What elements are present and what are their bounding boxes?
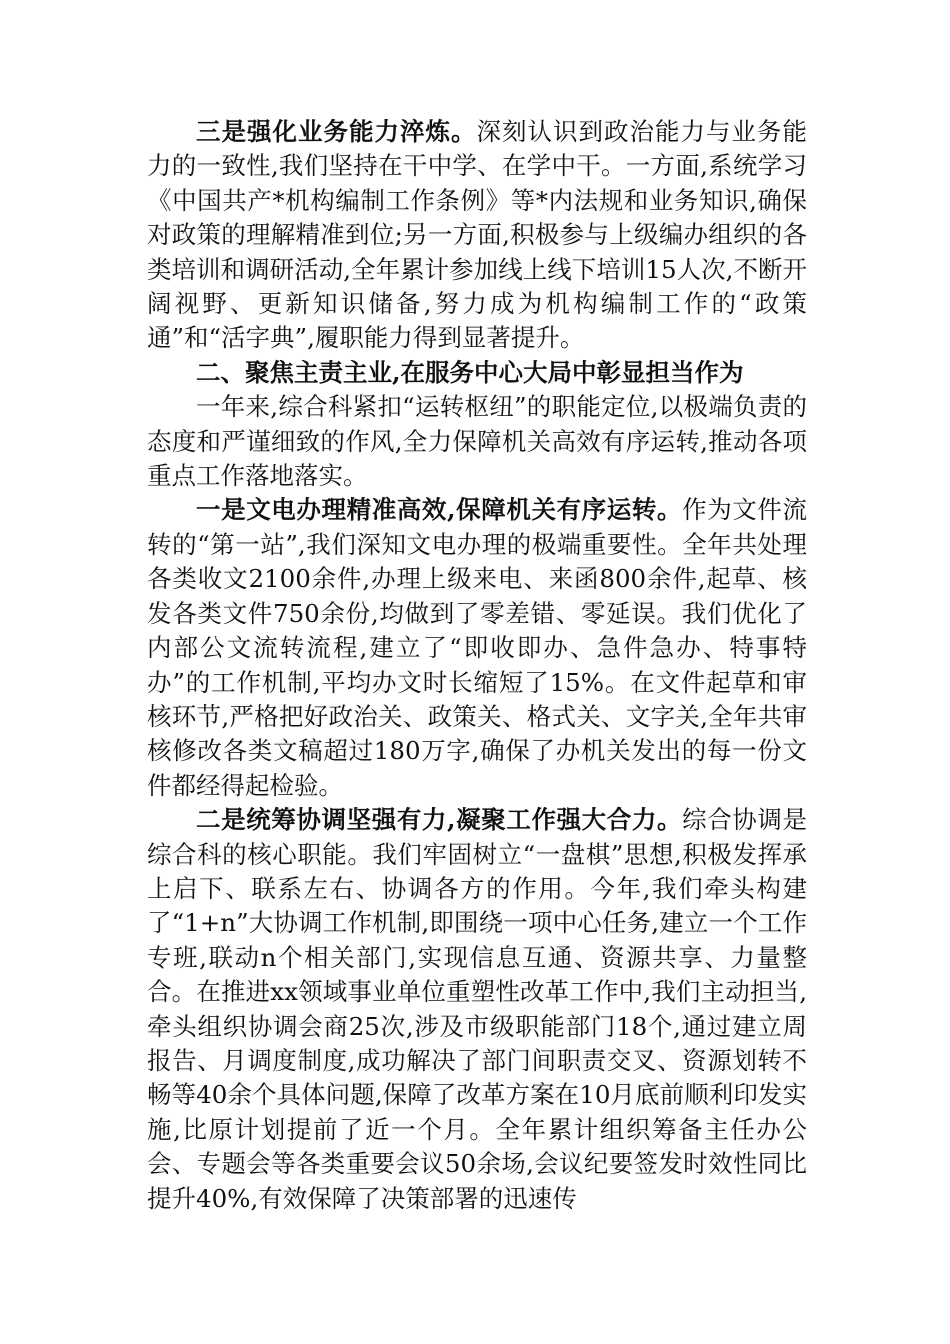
paragraph-coordination xyxy=(147,803,807,1216)
paragraph-text: 综合协调是综合科的核心职能。我们牢固树立“一盘棋”思想,积极发挥承上启下、联系左右、协调各方的作用。今年,我们牵头构建了“1+n”大协调工作机制,即围绕一项中心任务,建立一个工作专班,联动n个相关部门,实现信息互通、资源共享、力量整合。在推进xx领域事业单位重塑性改革工作中,我们主动担当,牵头组织协调会商25次,涉及市级职能部门18个,通过建立周报告、月调度制度,成功解决了部门间职责交叉、资源划转不畅等40余个具体问题,保障了改革方案在10月底前顺利印发实施,比原计划提前了近一个月。全年累计组织筹备主任办公会、专题会等各类重要会议50余场,会议纪要签发时效性同比提升40%,有效保障了决策部署的迅速传 xyxy=(147,805,808,1213)
paragraph-business-ability xyxy=(147,115,807,356)
paragraph-text: 作为文件流转的“第一站”,我们深知文电办理的极端重要性。全年共处理各类收文2100余件,办理上级来电、来函800余件,起草、核发各类文件750余份,均做到了零差错、零延误。我们优化了内部公文流转流程,建立了“即收即办、急件急办、特事特办”的工作机制,平均办文时长缩短了15%。在文件起草和审核环节,严格把好政治关、政策关、格式关、文字关,全年共审核修改各类文稿超过180万字,确保了办机关发出的每一份文件都经得起检验。 xyxy=(147,495,808,800)
paragraph-document-handling xyxy=(147,493,807,803)
paragraph-text: 一年来,综合科紧扣“运转枢纽”的职能定位,以极端负责的态度和严谨细致的作风,全力保障机关高效有序运转,推动各项重点工作落地落实。 xyxy=(147,392,807,491)
paragraph-text: 深刻认识到政治能力与业务能力的一致性,我们坚持在干中学、在学中干。一方面,系统学习《中国共产*机构编制工作条例》等*内法规和业务知识,确保对政策的理解精准到位;另一方面,积极参与上级编办组织的各类培训和调研活动,全年累计参加线上线下培训15人次,不断开阔视野、更新知识储备,努力成为机构编制工作的“政策通”和“活字典”,履职能力得到显著提升。 xyxy=(147,117,807,353)
paragraph-lead: 二是统筹协调坚强有力,凝聚工作强大合力。 xyxy=(196,805,683,835)
section-heading: 二、聚焦主责主业,在服务中心大局中彰显担当作为 xyxy=(196,357,744,387)
paragraph-intro xyxy=(147,390,807,493)
document-page xyxy=(147,115,807,1216)
paragraph-lead: 三是强化业务能力淬炼。 xyxy=(196,117,477,146)
paragraph-lead: 一是文电办理精准高效,保障机关有序运转。 xyxy=(196,495,683,525)
